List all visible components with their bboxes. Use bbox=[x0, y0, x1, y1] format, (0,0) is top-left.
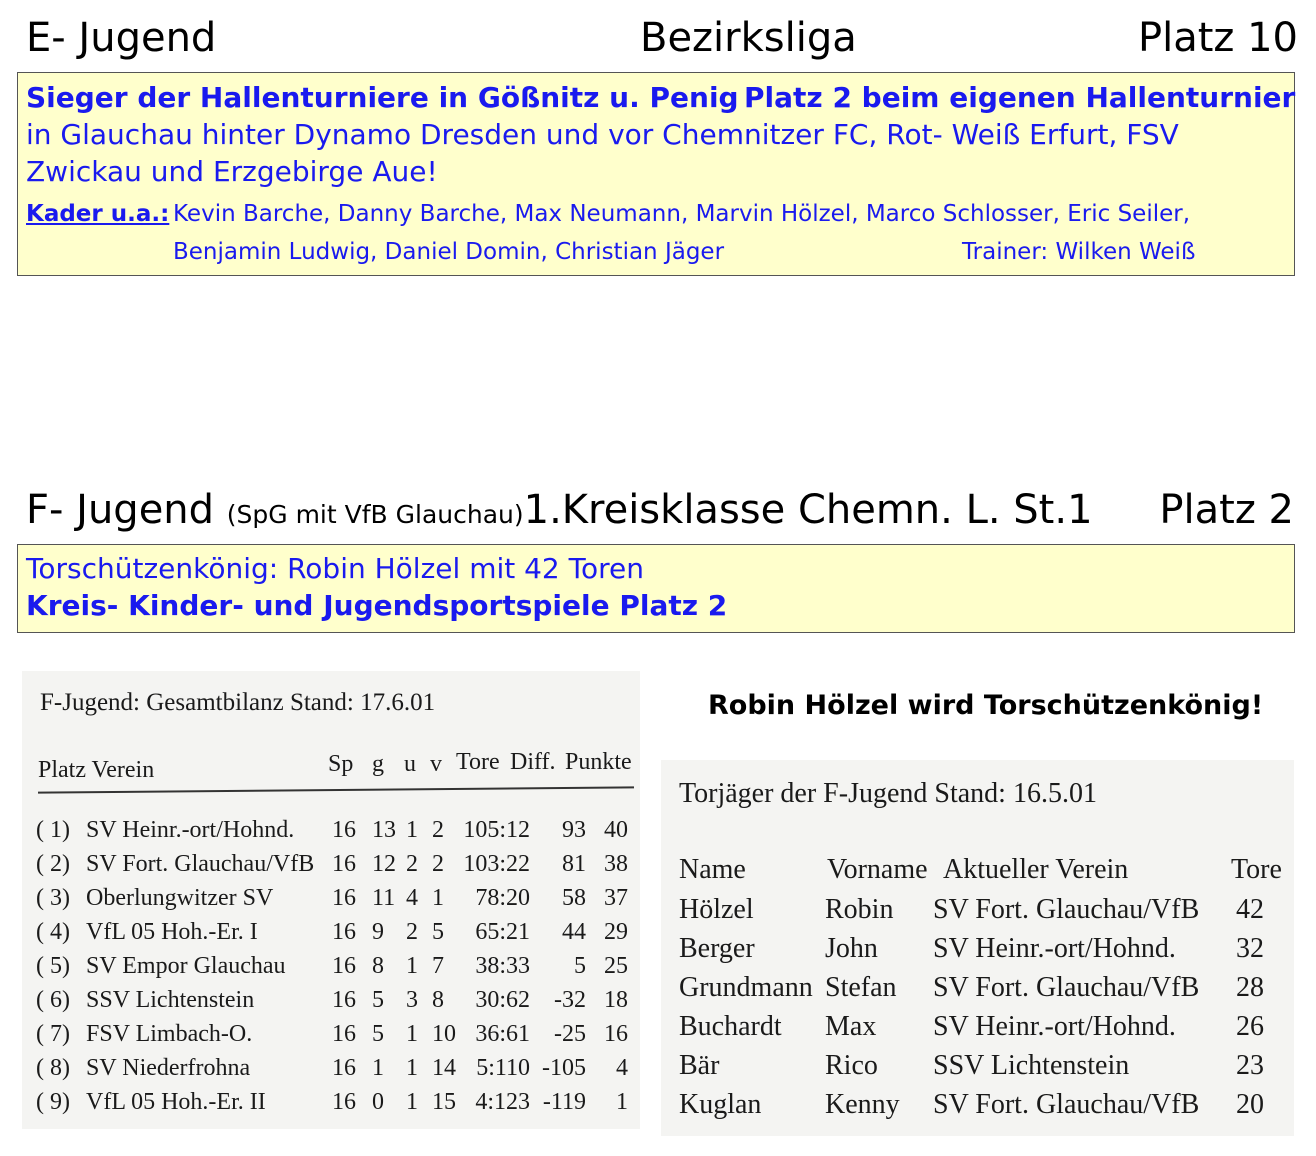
kader-players-line-1: Kevin Barche, Danny Barche, Max Neumann, Marvin Hölzel, Marco Schlosser, Eric Seiler, bbox=[173, 201, 1191, 227]
standings-points: 16 bbox=[604, 1021, 628, 1047]
standings-g: 9 bbox=[372, 919, 384, 945]
standings-u: 3 bbox=[406, 987, 418, 1013]
standings-header-u: u bbox=[404, 751, 416, 777]
scorer-goals: 42 bbox=[1236, 894, 1264, 925]
scorer-club: SV Heinr.-ort/Hohnd. bbox=[933, 933, 1176, 964]
standings-sp: 16 bbox=[332, 885, 356, 911]
standings-header-punkte: Punkte bbox=[565, 749, 632, 775]
scorer-first-name: Rico bbox=[825, 1050, 878, 1081]
e-jugend-achievement-2: Platz 2 beim eigenen Hallenturnier bbox=[744, 81, 1296, 114]
standings-u: 1 bbox=[406, 817, 418, 843]
scorers-header-verein: Aktueller Verein bbox=[943, 854, 1129, 885]
standings-club: SV Niederfrohna bbox=[86, 1055, 251, 1081]
standings-sp: 16 bbox=[332, 1089, 356, 1115]
scorer-first-name: Stefan bbox=[825, 972, 897, 1003]
scorer-club: SV Fort. Glauchau/VfB bbox=[933, 972, 1200, 1003]
standings-tore: 65:21 bbox=[475, 919, 530, 945]
standings-header-tore: Tore bbox=[456, 749, 500, 775]
standings-header-g: g bbox=[372, 751, 384, 777]
standings-header-v: v bbox=[430, 751, 442, 777]
standings-club: Oberlungwitzer SV bbox=[86, 885, 274, 911]
standings-place: ( 4) bbox=[36, 919, 70, 945]
scorer-name: Hölzel bbox=[679, 894, 754, 925]
standings-g: 1 bbox=[372, 1055, 384, 1081]
standings-sp: 16 bbox=[332, 851, 356, 877]
standings-diff: -119 bbox=[542, 1089, 586, 1115]
standings-points: 38 bbox=[604, 851, 628, 877]
scorer-club: SSV Lichtenstein bbox=[933, 1050, 1130, 1081]
e-jugend-team: E- Jugend bbox=[26, 15, 217, 61]
standings-club: SV Heinr.-ort/Hohnd. bbox=[86, 817, 295, 843]
standings-club: FSV Limbach-O. bbox=[86, 1021, 253, 1047]
e-jugend-info-box bbox=[17, 72, 1295, 276]
e-jugend-rank: Platz 10 bbox=[1137, 15, 1298, 61]
standings-place: ( 6) bbox=[36, 987, 70, 1013]
scorer-name: Bär bbox=[679, 1050, 720, 1081]
standings-v: 7 bbox=[432, 953, 444, 979]
scorer-club: SV Heinr.-ort/Hohnd. bbox=[933, 1011, 1176, 1042]
scorer-first-name: Kenny bbox=[825, 1089, 900, 1120]
standings-g: 13 bbox=[372, 817, 396, 843]
standings-tore: 105:12 bbox=[463, 817, 530, 843]
trainer-name: Trainer: Wilken Weiß bbox=[962, 239, 1196, 265]
standings-scan bbox=[22, 671, 640, 1129]
standings-diff: 81 bbox=[562, 851, 586, 877]
f-jugend-kreis-spiele: Kreis- Kinder- und Jugendsportspiele Platz 2 bbox=[26, 589, 728, 622]
scorer-first-name: Max bbox=[825, 1011, 877, 1042]
e-jugend-text-line-2: in Glauchau hinter Dynamo Dresden und vor Chemnitzer FC, Rot- Weiß Erfurt, FSV bbox=[26, 118, 1179, 151]
scorer-first-name: Robin bbox=[825, 894, 894, 925]
standings-u: 1 bbox=[406, 953, 418, 979]
standings-diff: -105 bbox=[542, 1055, 586, 1081]
standings-points: 29 bbox=[604, 919, 628, 945]
scorer-caption: Robin Hölzel wird Torschützenkönig! bbox=[708, 690, 1264, 721]
standings-place: ( 7) bbox=[36, 1021, 70, 1047]
standings-u: 4 bbox=[406, 885, 418, 911]
standings-club: VfL 05 Hoh.-Er. II bbox=[86, 1089, 266, 1115]
standings-sp: 16 bbox=[332, 987, 356, 1013]
standings-header-sp: Sp bbox=[328, 751, 354, 777]
scorer-goals: 26 bbox=[1236, 1011, 1264, 1042]
standings-g: 11 bbox=[372, 885, 396, 911]
standings-diff: 44 bbox=[562, 919, 586, 945]
scorers-title: Torjäger der F-Jugend Stand: 16.5.01 bbox=[679, 778, 1097, 809]
f-jugend-top-scorer: Torschützenkönig: Robin Hölzel mit 42 Toren bbox=[26, 552, 644, 585]
scorers-scan bbox=[661, 760, 1294, 1136]
standings-header-diff: Diff. bbox=[510, 749, 556, 775]
standings-points: 40 bbox=[604, 817, 628, 843]
standings-points: 37 bbox=[604, 885, 628, 911]
standings-v: 2 bbox=[432, 851, 444, 877]
standings-tore: 4:123 bbox=[475, 1089, 530, 1115]
standings-v: 15 bbox=[432, 1089, 456, 1115]
scorers-header-tore: Tore bbox=[1231, 854, 1282, 885]
standings-place: ( 1) bbox=[36, 817, 70, 843]
standings-sp: 16 bbox=[332, 919, 356, 945]
standings-club: SV Empor Glauchau bbox=[86, 953, 286, 979]
f-jugend-info-box bbox=[17, 544, 1295, 633]
standings-tore: 38:33 bbox=[475, 953, 530, 979]
standings-g: 12 bbox=[372, 851, 396, 877]
standings-tore: 36:61 bbox=[475, 1021, 530, 1047]
f-jugend-team-name: F- Jugend bbox=[26, 487, 215, 533]
standings-diff: 58 bbox=[562, 885, 586, 911]
standings-g: 5 bbox=[372, 1021, 384, 1047]
standings-place: ( 5) bbox=[36, 953, 70, 979]
standings-tore: 78:20 bbox=[475, 885, 530, 911]
standings-v: 2 bbox=[432, 817, 444, 843]
standings-g: 8 bbox=[372, 953, 384, 979]
standings-u: 1 bbox=[406, 1055, 418, 1081]
standings-club: SSV Lichtenstein bbox=[86, 987, 255, 1013]
standings-u: 2 bbox=[406, 851, 418, 877]
kader-players-line-2: Benjamin Ludwig, Daniel Domin, Christian Jäger bbox=[173, 239, 725, 265]
e-jugend-league: Bezirksliga bbox=[640, 15, 857, 61]
standings-diff: -25 bbox=[554, 1021, 586, 1047]
standings-header-rule bbox=[38, 786, 634, 793]
scorer-name: Berger bbox=[679, 933, 755, 964]
standings-points: 1 bbox=[616, 1089, 628, 1115]
scorer-goals: 28 bbox=[1236, 972, 1264, 1003]
standings-diff: 5 bbox=[574, 953, 586, 979]
standings-place: ( 3) bbox=[36, 885, 70, 911]
scorer-name: Buchardt bbox=[679, 1011, 782, 1042]
scorer-club: SV Fort. Glauchau/VfB bbox=[933, 1089, 1200, 1120]
f-jugend-team bbox=[26, 487, 1093, 533]
standings-diff: 93 bbox=[562, 817, 586, 843]
standings-g: 5 bbox=[372, 987, 384, 1013]
scorer-goals: 23 bbox=[1236, 1050, 1264, 1081]
standings-sp: 16 bbox=[332, 1021, 356, 1047]
standings-sp: 16 bbox=[332, 953, 356, 979]
standings-place: ( 8) bbox=[36, 1055, 70, 1081]
standings-g: 0 bbox=[372, 1089, 384, 1115]
standings-v: 8 bbox=[432, 987, 444, 1013]
standings-diff: -32 bbox=[554, 987, 586, 1013]
standings-header-platz-verein: Platz Verein bbox=[38, 757, 155, 783]
e-jugend-text-line-3: Zwickau und Erzgebirge Aue! bbox=[26, 155, 438, 188]
standings-points: 4 bbox=[616, 1055, 628, 1081]
standings-u: 1 bbox=[406, 1021, 418, 1047]
f-jugend-rank: Platz 2 bbox=[1159, 487, 1294, 533]
standings-place: ( 9) bbox=[36, 1089, 70, 1115]
scorers-header-name: Name bbox=[679, 854, 746, 885]
standings-sp: 16 bbox=[332, 1055, 356, 1081]
standings-tore: 103:22 bbox=[463, 851, 530, 877]
standings-club: SV Fort. Glauchau/VfB bbox=[86, 851, 315, 877]
standings-u: 1 bbox=[406, 1089, 418, 1115]
scorer-name: Kuglan bbox=[679, 1089, 762, 1120]
standings-points: 25 bbox=[604, 953, 628, 979]
f-jugend-team-note: (SpG mit VfB Glauchau) bbox=[226, 500, 524, 529]
standings-club: VfL 05 Hoh.-Er. I bbox=[86, 919, 258, 945]
scorer-first-name: John bbox=[825, 933, 878, 964]
standings-points: 18 bbox=[604, 987, 628, 1013]
standings-place: ( 2) bbox=[36, 851, 70, 877]
scorer-goals: 32 bbox=[1236, 933, 1264, 964]
kader-label: Kader u.a.: bbox=[26, 201, 170, 227]
standings-tore: 30:62 bbox=[475, 987, 530, 1013]
standings-sp: 16 bbox=[332, 817, 356, 843]
e-jugend-achievement-1: Sieger der Hallenturniere in Gößnitz u. Penig bbox=[26, 81, 739, 114]
scorers-header-vorname: Vorname bbox=[827, 854, 928, 885]
standings-v: 14 bbox=[432, 1055, 456, 1081]
standings-v: 5 bbox=[432, 919, 444, 945]
scorer-name: Grundmann bbox=[679, 972, 813, 1003]
standings-tore: 5:110 bbox=[476, 1055, 530, 1081]
standings-v: 1 bbox=[432, 885, 444, 911]
standings-title: F-Jugend: Gesamtbilanz Stand: 17.6.01 bbox=[40, 689, 436, 716]
standings-u: 2 bbox=[406, 919, 418, 945]
f-jugend-league: 1.Kreisklasse Chemn. L. St.1 bbox=[523, 487, 1093, 533]
scorer-club: SV Fort. Glauchau/VfB bbox=[933, 894, 1200, 925]
scorer-goals: 20 bbox=[1236, 1089, 1264, 1120]
standings-v: 10 bbox=[432, 1021, 456, 1047]
